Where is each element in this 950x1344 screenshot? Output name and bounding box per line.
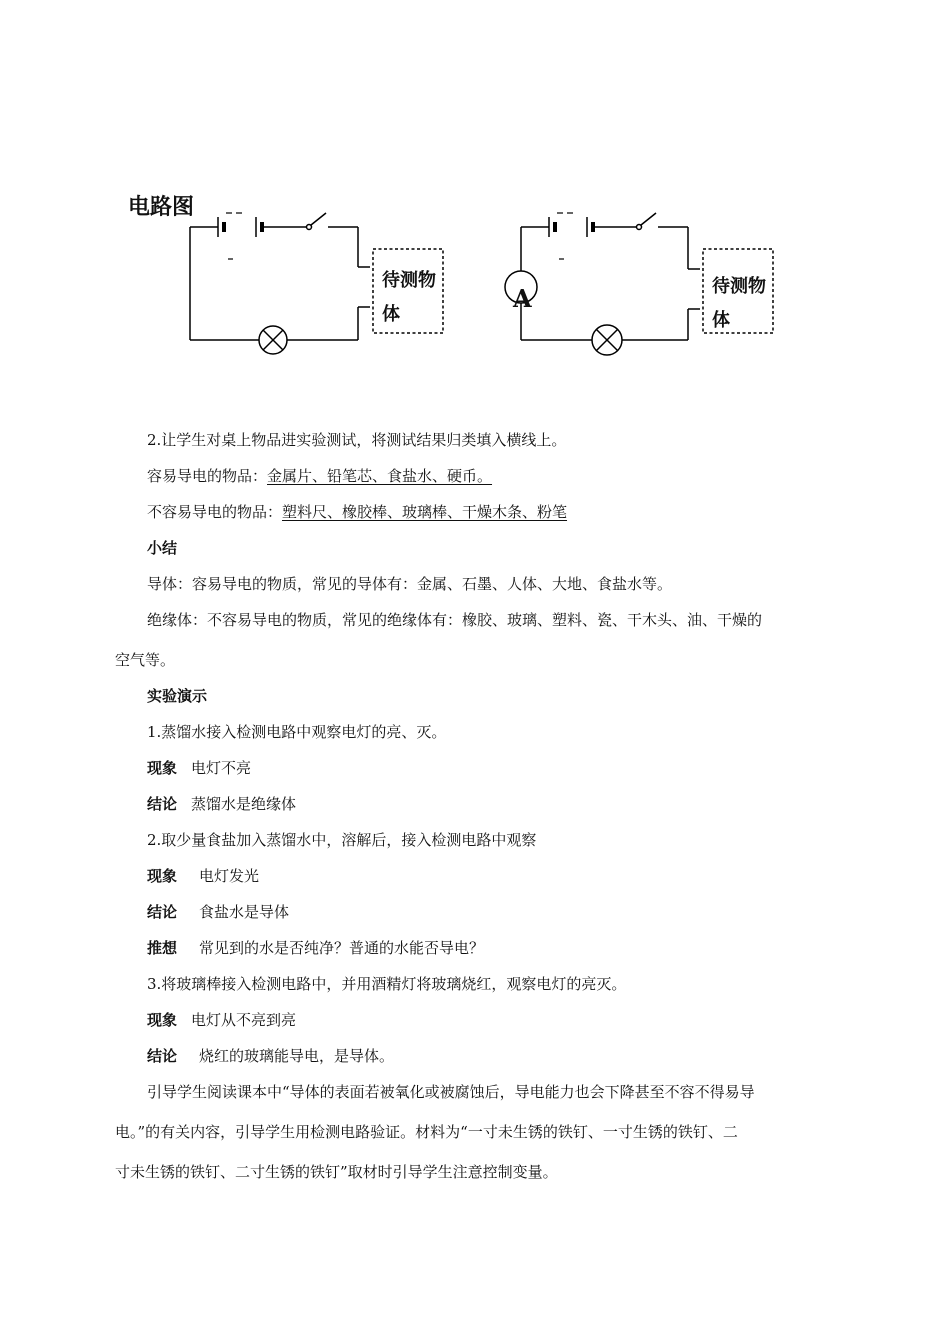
paragraph-line: 空气等。 — [115, 651, 176, 669]
paragraph-line: 引导学生阅读课本中“导体的表面若被氧化或被腐蚀后，导电能力也会下降甚至不容不得易导 — [147, 1083, 755, 1101]
answer-insulators: 塑料尺、橡胶棒、玻璃棒、干燥木条、粉笔 — [282, 503, 568, 521]
paragraph-line: 寸未生锈的铁钉、二寸生锈的铁钉”取材时引导学生注意控制变量。 — [115, 1163, 558, 1181]
paragraph-line: 2.让学生对桌上物品进实验测试，将测试结果归类填入横线上。 — [147, 431, 567, 449]
section-heading: 实验演示 — [147, 687, 208, 705]
paragraph-line: 推想 常见到的水是否纯净？普通的水能否导电？ — [147, 939, 485, 957]
paragraph-line: 结论 蒸馏水是绝缘体 — [147, 795, 297, 813]
paragraph-line: 电。”的有关内容，引导学生用检测电路验证。材料为“一寸未生锈的铁钉、一寸生锈的铁钉、二 — [115, 1123, 738, 1141]
test-object-label-2: 待测物 体 — [712, 276, 766, 331]
section-heading: 小结 — [147, 539, 178, 557]
paragraph-line: 现象 电灯不亮 — [147, 759, 252, 777]
paragraph-line: 绝缘体：不容易导电的物质，常见的绝缘体有：橡胶、玻璃、塑料、瓷、干木头、油、干燥的 — [147, 611, 763, 629]
paragraph-line: 现象 电灯从不亮到亮 — [147, 1011, 297, 1029]
paragraph-line: 结论 食盐水是导体 — [147, 903, 290, 921]
paragraph-line: 1.蒸馏水接入检测电路中观察电灯的亮、灭。 — [147, 723, 447, 741]
paragraph-line: 容易导电的物品：金属片、铅笔芯、食盐水、硬币。 — [147, 467, 493, 485]
ammeter-label: A — [513, 284, 532, 313]
paragraph-line: 导体：容易导电的物质，常见的导体有：金属、石墨、人体、大地、食盐水等。 — [147, 575, 673, 593]
diagram-title: 电路图 — [128, 195, 195, 220]
paragraph-line: 不容易导电的物品：塑料尺、橡胶棒、玻璃棒、干燥木条、粉笔 — [147, 503, 568, 521]
test-object-label-1: 待测物 体 — [382, 270, 436, 325]
answer-conductors: 金属片、铅笔芯、食盐水、硬币。 — [267, 467, 493, 485]
paragraph-line: 2.取少量食盐加入蒸馏水中，溶解后，接入检测电路中观察 — [147, 831, 537, 849]
paragraph-line: 3.将玻璃棒接入检测电路中，并用酒精灯将玻璃烧红，观察电灯的亮灭。 — [147, 975, 627, 993]
paragraph-line: 现象 电灯发光 — [147, 867, 260, 885]
paragraph-line: 结论 烧红的玻璃能导电，是导体。 — [147, 1047, 395, 1065]
